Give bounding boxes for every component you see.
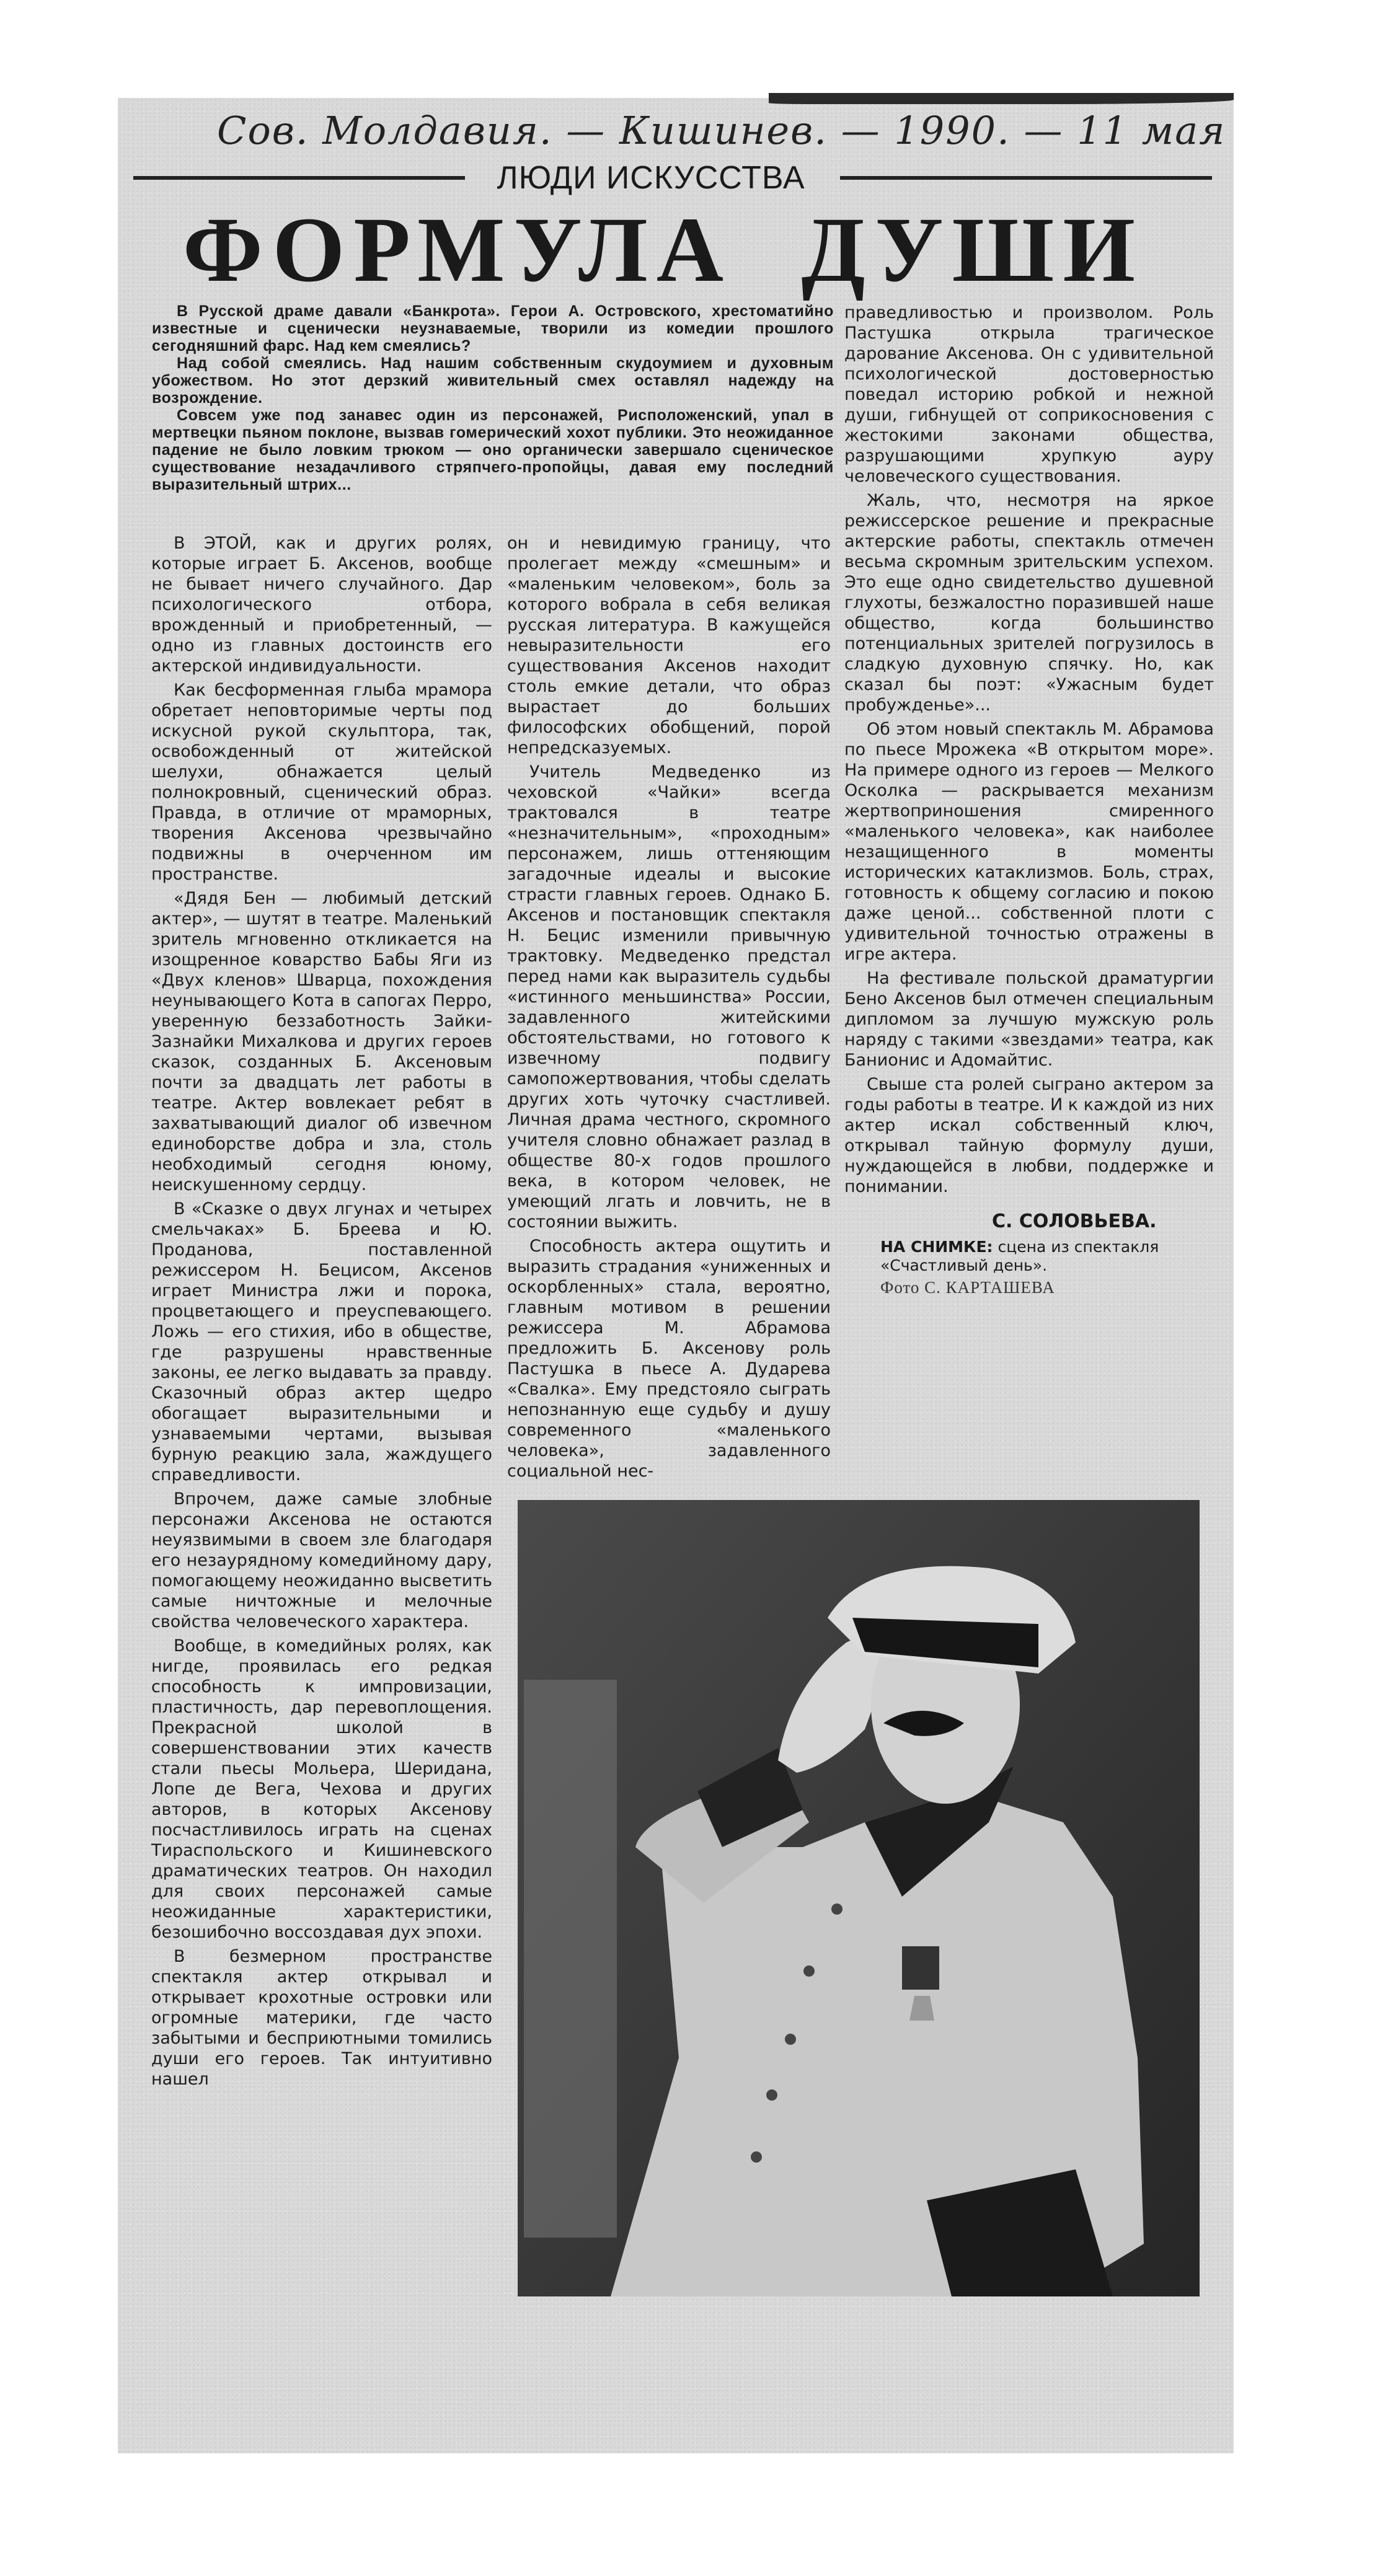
paragraph: В безмерном пространстве спектакля актер открывал и открывает крохотные островки или огромные материки, где часто забытыми и бесприютными томились души его героев. Так интуитивно нашел <box>151 1947 492 2089</box>
paragraph: В «Сказке о двух лгунах и четырех смельчаках» Б. Бреева и Ю. Проданова, поставленной режиссером Н. Бецисом, Аксенов играет Министра лжи и порока, процветающего и преуспевающего. Ложь — его стихия, ибо в обществе, где разрушены нравственные законы, ее легко выдавать за правду. Сказочный образ актер щедро обогащает выразительными и узнаваемыми чертами, вызывая бурную реакцию зала, жаждущего справедливости. <box>151 1199 492 1484</box>
paragraph: он и невидимую границу, что пролегает между «смешным» и «маленьким человеком», боль за которого вобрала в себя великая русская литература. В кажущейся невыразительности его существования Аксенов находит столь емкие детали, что образ вырастает до больших философских обобщений, порой непредсказуемых. <box>507 534 831 757</box>
column-2 <box>507 533 831 1485</box>
column-3 <box>844 302 1214 1201</box>
paragraph: Способность актера ощутить и выразить страдания «униженных и оскорбленных» стала, вероятно, главным мотивом в решении режиссера М. Абрамова предложить Б. Аксенову роль Пастушка в пьесе А. Дударева «Свалка». Ему предстояло сыграть непознанную еще судьбу и душу современного «маленького человека», задавленного социальной нес- <box>507 1237 831 1481</box>
caption-text: сцена из спектакля «Счастливый день». <box>880 1238 1159 1274</box>
photo-image <box>518 1500 1200 2296</box>
paragraph: «Дядя Бен — любимый детский актер», — шутят в театре. Маленький зритель мгновенно откликается на изощренное коварство Бабы Яги из «Двух кленов» Шварца, похождения неунывающего Кота в сапогах Перро, уверенную беззаботность Зайки-Зазнайки Михалкова и других героев сказок, созданных Б. Аксеновым почти за двадцать лет работы в театре. Актер вовлекает ребят в захватывающий диалог об извечном единоборстве добра и зла, столь необходимый сегодня юному, неискушенному сердцу. <box>151 889 492 1194</box>
lead-paragraph: В Русской драме давали «Банкрота». Герои А. Островского, хрестоматийно известные и сценически неузнаваемые, творили из комедии прошлого сегодняшний фарс. Над кем смеялись? <box>152 302 834 355</box>
paragraph: Вообще, в комедийных ролях, как нигде, проявилась его редкая способность к импровизации, пластичность, дар перевоплощения. Прекрасной школой в совершенствовании этих качеств стали пьесы Мольера, Шеридана, Лопе де Вега, Чехова и других авторов, в которых Аксенову посчастливилось играть на сценах Тираспольского и Кишиневского драматических театров. Он находил для своих персонажей самые неожиданные характеристики, безошибочно воссоздавая дух эпохи. <box>151 1636 492 1942</box>
paragraph: Впрочем, даже самые злобные персонажи Аксенова не остаются неуязвимыми в своем зле благодаря его незаурядному комедийному дару, помогающему неожиданно высветить самые ничтожные и мелочные свойства человеческого характера. <box>151 1489 492 1631</box>
photo-credit: Фото С. КАРТАШЕВА <box>880 1278 1055 1297</box>
handwritten-source-note: Сов. Молдавия. — Кишинев. — 1990. — 11 мая <box>217 108 1226 153</box>
photo-actor-saluting <box>518 1500 1200 2296</box>
author-signature: С. СОЛОВЬЕВА. <box>992 1211 1157 1232</box>
paragraph: В ЭТОЙ, как и других ролях, которые играет Б. Аксенов, вообще не бывает ничего случайного. Дар психологического отбора, врожденный и приобретенный, — одно из главных достоинств его актерской индивидуальности. <box>151 534 492 676</box>
rubric-rule-right <box>840 176 1212 180</box>
rubric-rule-left <box>133 176 465 180</box>
torn-edge <box>769 93 1234 104</box>
caption-label: НА СНИМКЕ: <box>880 1238 993 1256</box>
paragraph: Жаль, что, несмотря на яркое режиссерское решение и прекрасные актерские работы, спектакль отмечен весьма скромным зрительским успехом. Это еще одно свидетельство душевной глухоты, безжалостно поразившей наше общество, когда большинство потенциальных зрителей погрузилось в сладкую духовную спячку. Но, как сказал бы поэт: «Ужасным будет пробужденье»... <box>844 491 1214 715</box>
column-1 <box>151 533 492 2093</box>
section-rubric: ЛЮДИ ИСКУССТВА <box>497 160 805 196</box>
paragraph: Свыше ста ролей сыграно актером за годы работы в театре. И к каждой из них актер искал собственный ключ, открывал тайную формулу души, нуждающейся в любви, поддержке и понимании. <box>844 1075 1214 1196</box>
photo-caption <box>880 1238 1215 1275</box>
article-lead <box>152 302 834 493</box>
paragraph: Учитель Медведенко из чеховской «Чайки» всегда трактовался в театре «незначительным», «проходным» персонажем, лишь оттеняющим загадочные идеалы и высокие страсти главных героев. Однако Б. Аксенов и постановщик спектакля Н. Бецис изменили привычную трактовку. Медведенко предстал перед нами как выразитель судьбы «истинного меньшинства» России, задавленного житейскими обстоятельствами, но готового к извечному подвигу самопожертвования, чтобы сделать других хоть чуточку счастливей. Личная драма честного, скромного учителя словно обнажает разлад в обществе 80-х годов прошлого века, в котором человек, не умеющий лгать и ловчить, не в состоянии выжить. <box>507 762 831 1232</box>
paragraph: Как бесформенная глыба мрамора обретает неповторимые черты под искусной рукой скульптора, так, освобожденный от житейской шелухи, обнажается целый полнокровный, сценический образ. Правда, в отличие от мраморных, творения Аксенова чрезвычайно подвижны в очерченном им пространстве. <box>151 681 492 884</box>
lead-paragraph: Над собой смеялись. Над нашим собственным скудоумием и духовным убожеством. Но этот дерзкий живительный смех оставлял надежду на возрождение. <box>152 355 834 407</box>
paragraph: На фестивале польской драматургии Бено Аксенов был отмечен специальным дипломом за лучшую мужскую роль наряду с такими «звездами» театра, как Банионис и Адомайтис. <box>844 969 1214 1070</box>
paragraph: праведливостью и произволом. Роль Пастушка открыла трагическое дарование Аксенова. Он с удивительной психологической достоверностью поведал историю робкой и нежной души, гибнущей от соприкосновения с жестокими законами общества, разрушающими хрупкую ауру человеческого существования. <box>844 303 1214 486</box>
paragraph: Об этом новый спектакль М. Абрамова по пьесе Мрожека «В открытом море». На примере одного из героев — Мелкого Осколка — раскрывается механизм жертвоприношения смиренного «маленького человека», как наиболее незащищенного в моменты исторических катаклизмов. Боль, страх, готовность к общему согласию и покою даже ценой... собственной плоти с удивительной точностью отражены в игре актера. <box>844 720 1214 964</box>
lead-paragraph: Совсем уже под занавес один из персонажей, Рисположенский, упал в мертвецки пьяном поклоне, вызвав гомерический хохот публики. Это неожиданное падение не было ловким трюком — оно органически завершало сценическое существование незадачливого стряпчего-пропойцы, давая ему последний выразительный штрих... <box>152 407 834 493</box>
article-title: ФОРМУЛА ДУШИ <box>182 198 1144 301</box>
